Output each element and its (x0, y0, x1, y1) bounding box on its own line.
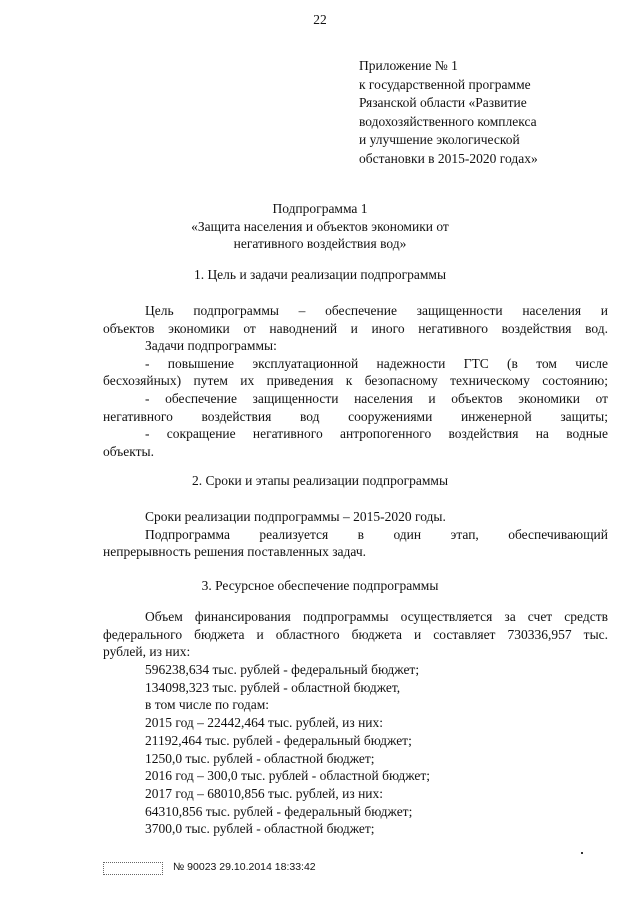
subprogram-name-line: негативного воздействия вод» (233, 236, 407, 251)
funding-item: 134098,323 тыс. рублей - областной бюджет, (145, 679, 401, 695)
registration-stamp (103, 860, 163, 876)
funding-item: 3700,0 тыс. рублей - областной бюджет; (145, 821, 375, 837)
funding-item: 1250,0 тыс. рублей - областной бюджет; (145, 750, 375, 766)
section-heading: 3. Ресурсное обеспечение подпрограммы (201, 578, 439, 593)
scan-mark (581, 852, 583, 854)
funding-item: в том числе по годам: (145, 697, 270, 713)
text-line: Сроки реализации подпрограммы – 2015-2020 годы. (145, 509, 446, 524)
section-heading: 1. Цель и задачи реализации подпрограммы (193, 267, 447, 282)
subprogram-name-line: «Защита населения и объектов экономики от (191, 219, 449, 234)
text-line: непрерывность решения поставленных задач. (103, 544, 367, 560)
appendix-line: и улучшение экологической (359, 132, 520, 147)
appendix-line: к государственной программе (359, 76, 531, 92)
text-line: - сокращение негативного антропогенного воздействия на водные (145, 426, 608, 442)
appendix-line: Рязанской области «Развитие (359, 95, 527, 110)
section-body (103, 508, 608, 561)
text-line: негативного воздействия вод сооружениями инженерной защиты; (103, 408, 608, 424)
section-body (103, 608, 608, 661)
appendix-line: водохозяйственного комплекса (359, 113, 537, 129)
funding-item: 2016 год – 300,0 тыс. рублей - областной бюджет; (145, 768, 431, 784)
appendix-block (359, 57, 538, 168)
text-line: - обеспечение защищенности населения и объектов экономики от (145, 390, 608, 406)
section-heading: 2. Сроки и этапы реализации подпрограммы (191, 473, 449, 488)
funding-list (145, 661, 430, 838)
text-line: Подпрограмма реализуется в один этап, обеспечивающий (145, 526, 608, 542)
text-line: федерального бюджета и областного бюджета и составляет 730336,957 тыс. (103, 626, 608, 642)
section-body (103, 302, 608, 460)
appendix-line: обстановки в 2015-2020 годах» (359, 150, 538, 166)
text-line: Цель подпрограммы – обеспечение защищенности населения и (145, 303, 608, 318)
appendix-line: Приложение № 1 (359, 58, 458, 73)
page-number: 22 (313, 12, 327, 27)
text-line: объектов экономики от наводнений и иного негативного воздействия вод. (103, 320, 608, 336)
subprogram-title: Подпрограмма 1 (272, 201, 368, 216)
text-line: бесхозяйных) путем их приведения к безопасному техническому состоянию; (103, 373, 608, 389)
text-line: Задачи подпрограммы: (145, 338, 277, 354)
funding-item: 2017 год – 68010,856 тыс. рублей, из них: (145, 785, 384, 801)
document-number: № 90023 29.10.2014 18:33:42 (173, 861, 316, 873)
text-line: Объем финансирования подпрограммы осуществляется за счет средств (145, 609, 608, 624)
funding-item: 64310,856 тыс. рублей - федеральный бюджет; (145, 803, 413, 819)
text-line: объекты. (103, 443, 154, 459)
funding-item: 21192,464 тыс. рублей - федеральный бюджет; (145, 732, 412, 748)
text-line: - повышение эксплуатационной надежности ГТС (в том числе (145, 355, 608, 371)
text-line: рублей, из них: (103, 644, 191, 660)
funding-item: 2015 год – 22442,464 тыс. рублей, из них: (145, 715, 384, 731)
funding-item: 596238,634 тыс. рублей - федеральный бюджет; (145, 662, 420, 677)
